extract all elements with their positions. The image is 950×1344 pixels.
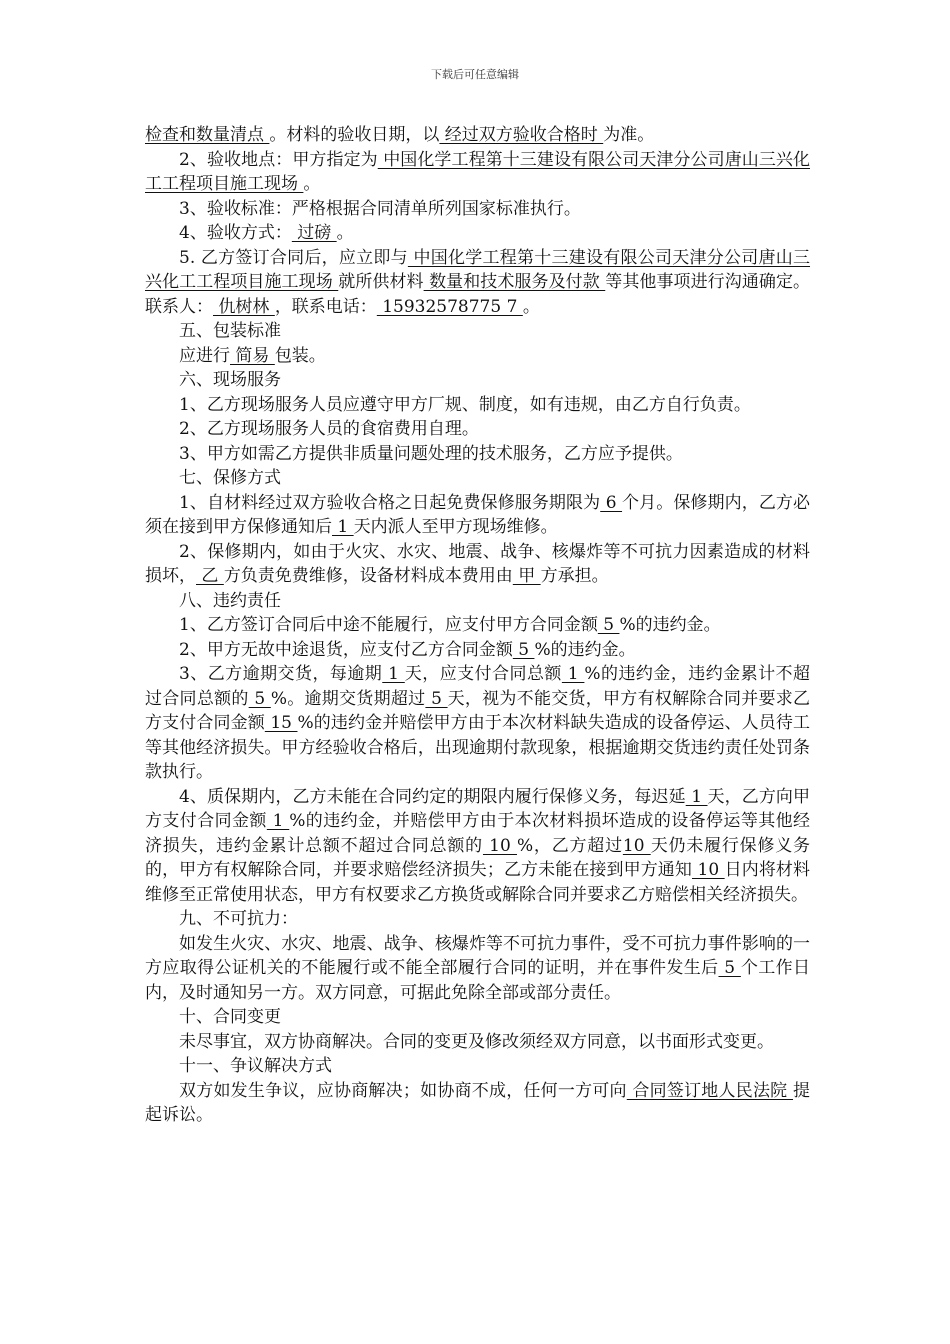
paragraph-text: 1、自材料经过双方验收合格之日起免费保修服务期限为 [179,492,601,513]
filled-blank: 1 [561,664,585,684]
contract-paragraph [145,344,810,369]
paragraph-text: %的违约金，违约金累计不超过合同总额的 [145,664,810,709]
paragraph-text: %的违约金并赔偿甲方由于本次材料缺失造成的设备停运、人员待工等其他经济损失。甲方经验收合格后，出现逾期付款现象，根据逾期交货违约责任处罚条款执行。 [145,713,810,782]
filled-blank: 乙 [196,566,224,586]
paragraph-text: 包装。 [274,345,326,366]
paragraph-text: 方负责免费维修，设备材料成本费用由 [223,566,513,586]
filled-blank: 10 [692,860,725,880]
contract-paragraph [145,442,810,467]
contract-paragraph [145,638,810,663]
paragraph-text: 1、乙方现场服务人员应遵守甲方厂规、制度，如有违规，由乙方自行负责。 [179,394,751,415]
filled-blank: 中国化学工程第十三建设有限公司天津分公司唐山三兴化工工程项目施工现场 [145,247,811,292]
filled-blank: 15 [264,713,298,733]
filled-blank: 5 [597,615,620,635]
contract-paragraph [145,1030,810,1055]
paragraph-text: 天，乙方向甲方支付合同金额 [145,786,811,831]
paragraph-text: 个工作日内，及时通知另一方。双方同意，可据此免除全部或部分责任。 [145,958,811,1003]
paragraph-text: 。 [303,174,321,194]
paragraph-text: %的违约金，并赔偿甲方由于本次材料损坏造成的设备停运等其他经济损失，违约金累计总额不超过合同总额的 [145,811,811,856]
paragraph-text: 天内派人至甲方现场维修。 [353,517,558,537]
paragraph-text: 八、违约责任 [179,590,281,611]
paragraph-text: 就所供材料 [338,272,424,292]
filled-blank: 仇树林 [213,296,275,317]
paragraph-text: 个月。保修期内，乙方必须在接到甲方保修通知后 [145,492,811,537]
paragraph-text: 1、乙方签订合同后中途不能履行，应支付甲方合同金额 [179,615,598,635]
filled-blank: 数量和技术服务及付款 [423,272,606,292]
paragraph-text: %，乙方超过 [516,835,623,856]
paragraph-text: 应进行 [179,345,230,366]
filled-blank: 10 [622,835,651,856]
paragraph-text: 3、乙方逾期交货，每逾期 [179,664,383,684]
filled-blank: 甲 [512,566,541,586]
paragraph-text: %的违约金。 [534,639,636,660]
contract-paragraph [145,368,810,393]
filled-blank: 1 [332,517,354,537]
paragraph-text: 日内将材料维修至正常使用状态，甲方有权要求乙方换货或解除合同并要求乙方赔偿相关经济损失。 [145,860,811,905]
paragraph-text: 天仍未履行保修义务的，甲方有权解除合同，并要求赔偿经济损失；乙方未能在接到甲方通知 [145,835,811,880]
paragraph-text: %的违约金。 [619,615,721,635]
paragraph-text: 2、验收地点：甲方指定为 [179,149,378,170]
filled-blank: 15932578775 7 [376,296,523,317]
paragraph-text: 为准。 [603,125,655,145]
contract-paragraph [145,589,810,614]
paragraph-text: 2、保修期内，如由于火灾、水灾、地震、战争、核爆炸等不可抗力因素造成的材料损坏， [145,541,810,586]
contract-body [145,123,810,1128]
contract-paragraph [145,785,810,908]
contract-paragraph [145,123,810,148]
filled-blank: 合同签订地人民法院 [626,1080,794,1101]
filled-blank: 1 [382,664,405,684]
paragraph-text: 六、现场服务 [179,370,281,390]
contract-paragraph [145,491,810,540]
contract-paragraph [145,1054,810,1079]
paragraph-text: 等其他事项进行沟通确定。联系人： [145,272,811,317]
paragraph-text: 七、保修方式 [179,468,281,488]
paragraph-text: 。 [522,296,540,317]
paragraph-text: ，联系电话： [274,296,377,317]
contract-paragraph [145,148,810,197]
filled-blank: 1 [685,786,708,807]
filled-blank: 5 [248,688,271,709]
filled-blank: 过磅 [291,223,337,243]
paragraph-text: 如发生火灾、水灾、地震、战争、核爆炸等不可抗力事件，受不可抗力事件影响的一方应取得公证机关的不能履行或不能全部履行合同的证明，并在事件发生后 [145,933,810,978]
filled-blank: 1 [266,811,290,831]
paragraph-text: %。逾期交货期超过 [270,688,426,709]
paragraph-text: 3、甲方如需乙方提供非质量问题处理的技术服务，乙方应予提供。 [179,443,683,464]
contract-paragraph [145,246,810,320]
paragraph-text: 2、甲方无故中途退货，应支付乙方合同金额 [179,639,513,660]
filled-blank: 5 [718,958,741,978]
paragraph-text: 十一、争议解决方式 [179,1056,332,1076]
contract-paragraph [145,613,810,638]
filled-blank: 5 [512,639,535,660]
paragraph-text: 4、质保期内，乙方未能在合同约定的期限内履行保修义务，每迟延 [179,786,686,807]
filled-blank: 6 [600,492,623,513]
contract-paragraph [145,907,810,932]
page-header: 下载后可任意编辑 [431,68,519,81]
contract-paragraph [145,540,810,589]
contract-paragraph [145,1005,810,1030]
paragraph-text: 五、包装标准 [179,321,281,341]
paragraph-text: 提起诉讼。 [145,1080,811,1125]
paragraph-text: 双方如发生争议，应协商解决；如协商不成，任何一方可向 [179,1080,627,1101]
contract-paragraph [145,662,810,785]
paragraph-text: 十、合同变更 [179,1007,281,1027]
paragraph-text: 方承担。 [540,566,609,586]
filled-blank: 5 [425,688,448,709]
filled-blank: 简易 [230,345,275,366]
paragraph-text: 。材料的验收日期，以 [269,125,440,145]
contract-paragraph [145,932,810,1006]
paragraph-text: 5. 乙方签订合同后，应立即与 [179,247,408,268]
paragraph-text: 天，应支付合同总额 [404,664,562,684]
contract-paragraph [145,197,810,222]
contract-paragraph [145,466,810,491]
paragraph-text: 4、验收方式： [179,223,292,243]
contract-paragraph [145,393,810,418]
contract-paragraph [145,221,810,246]
paragraph-text: 2、乙方现场服务人员的食宿费用自理。 [179,419,479,439]
filled-blank: 中国化学工程第十三建设有限公司天津分公司唐山三兴化工工程项目施工现场 [145,149,810,194]
paragraph-text: 天，视为不能交货，甲方有权解除合同并要求乙方支付合同金额 [145,688,811,733]
contract-paragraph [145,417,810,442]
contract-paragraph [145,1079,810,1128]
paragraph-text: 九、不可抗力： [179,909,298,929]
filled-blank: 检查和数量清点 [145,125,270,145]
filled-blank: 10 [482,835,517,856]
contract-paragraph [145,319,810,344]
paragraph-text: 3、验收标准：严格根据合同清单所列国家标准执行。 [179,198,581,219]
filled-blank: 经过双方验收合格时 [439,125,604,145]
paragraph-text: 。 [336,223,354,243]
paragraph-text: 未尽事宜，双方协商解决。合同的变更及修改须经双方同意，以书面形式变更。 [179,1031,774,1052]
